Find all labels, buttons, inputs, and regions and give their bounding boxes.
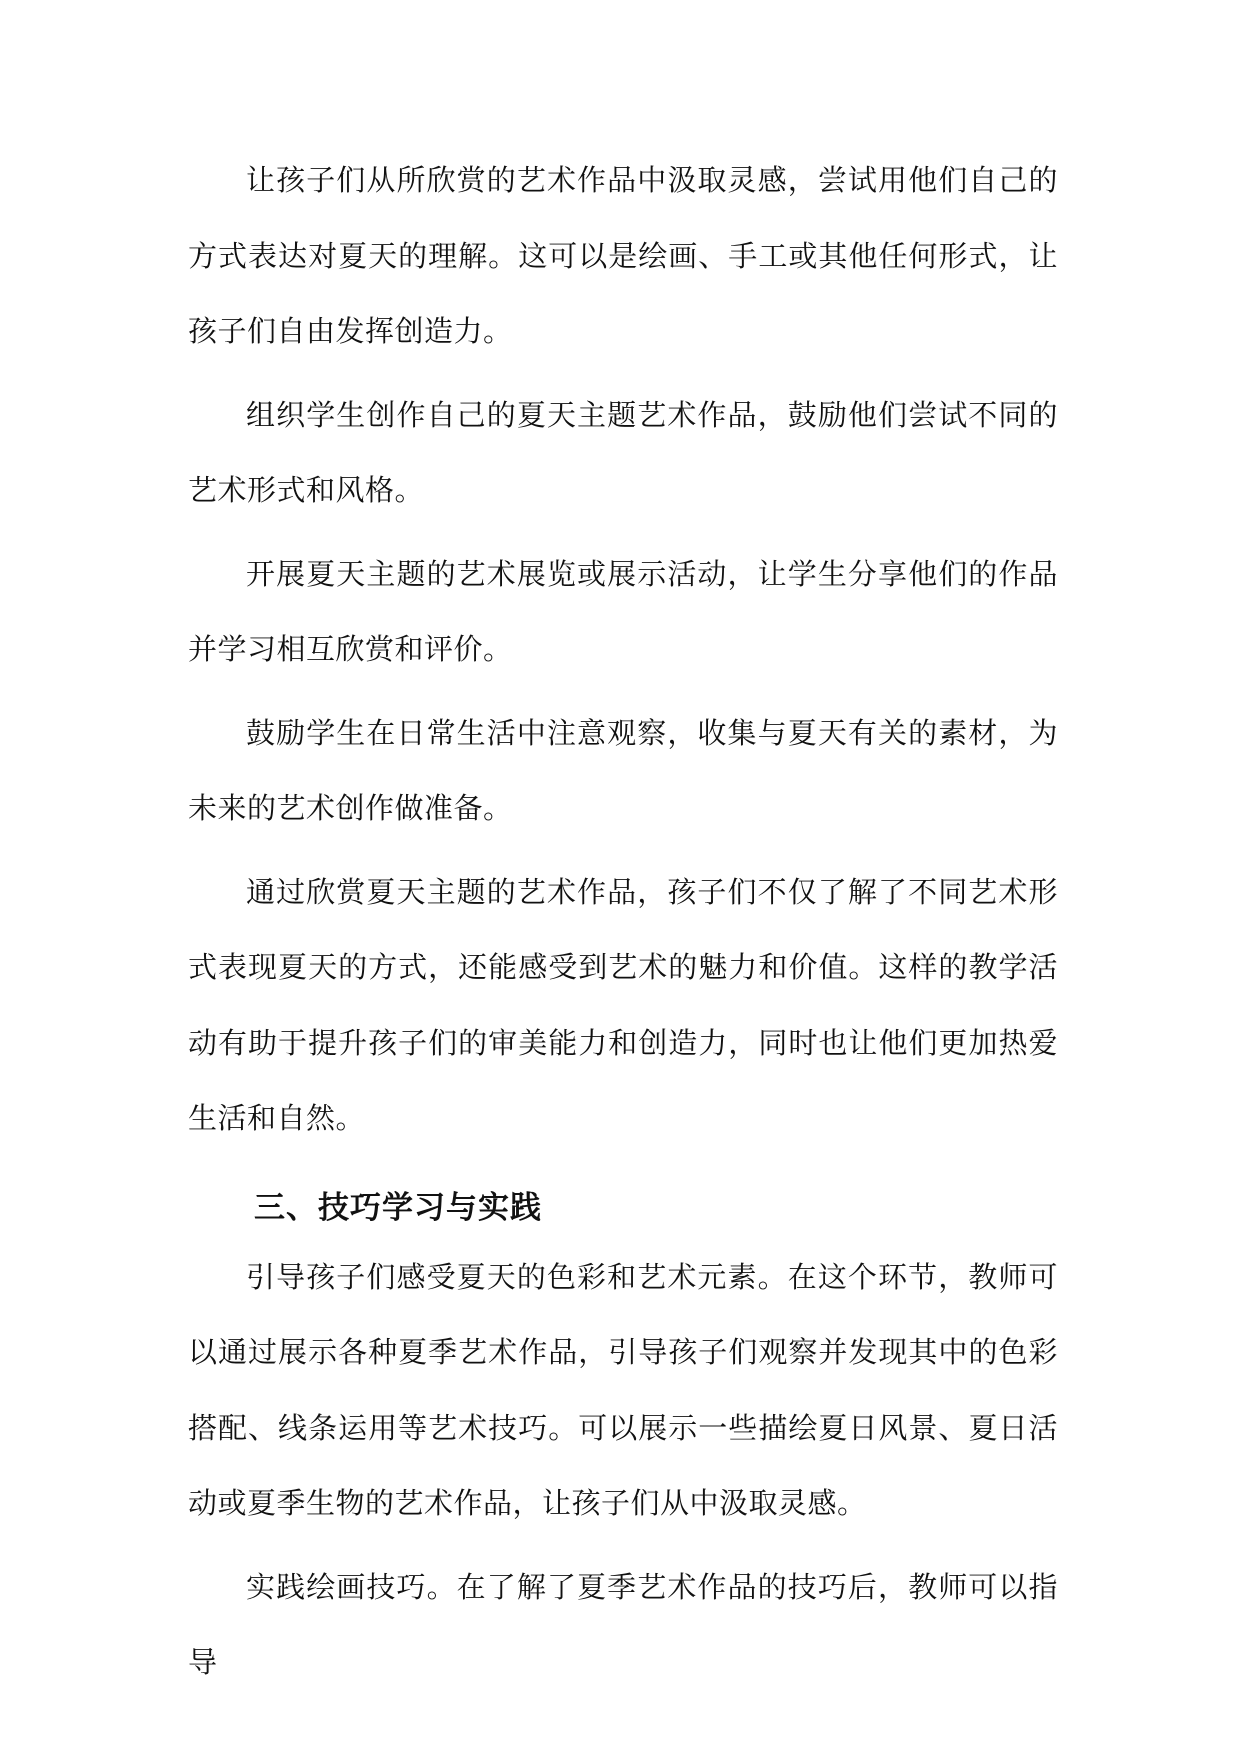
paragraph-inspiration: 让孩子们从所欣赏的艺术作品中汲取灵感，尝试用他们自己的方式表达对夏天的理解。这可以是绘画、手工或其他任何形式，让孩子们自由发挥创造力。: [188, 163, 1058, 348]
document-page: [188, 143, 1058, 1709]
paragraph-summary: 通过欣赏夏天主题的艺术作品，孩子们不仅了解了不同艺术形式表现夏天的方式，还能感受到艺术的魅力和价值。这样的教学活动有助于提升孩子们的审美能力和创造力，同时也让他们更加热爱生活和自然。: [188, 874, 1058, 1135]
paragraph-colors: 引导孩子们感受夏天的色彩和艺术元素。在这个环节，教师可以通过展示各种夏季艺术作品，引导孩子们观察并发现其中的色彩搭配、线条运用等艺术技巧。可以展示一些描绘夏日风景、夏日活动或夏季生物的艺术作品，让孩子们从中汲取灵感。: [188, 1259, 1058, 1520]
paragraph-painting-practice: 实践绘画技巧。在了解了夏季艺术作品的技巧后，教师可以指导: [188, 1569, 1058, 1679]
section-heading: 三、技巧学习与实践: [254, 1189, 542, 1226]
paragraph-create-artwork: 组织学生创作自己的夏天主题艺术作品，鼓励他们尝试不同的艺术形式和风格。: [188, 397, 1058, 507]
paragraph-observation: 鼓励学生在日常生活中注意观察，收集与夏天有关的素材，为未来的艺术创作做准备。: [188, 715, 1058, 825]
paragraph-exhibition: 开展夏天主题的艺术展览或展示活动，让学生分享他们的作品并学习相互欣赏和评价。: [188, 556, 1058, 666]
